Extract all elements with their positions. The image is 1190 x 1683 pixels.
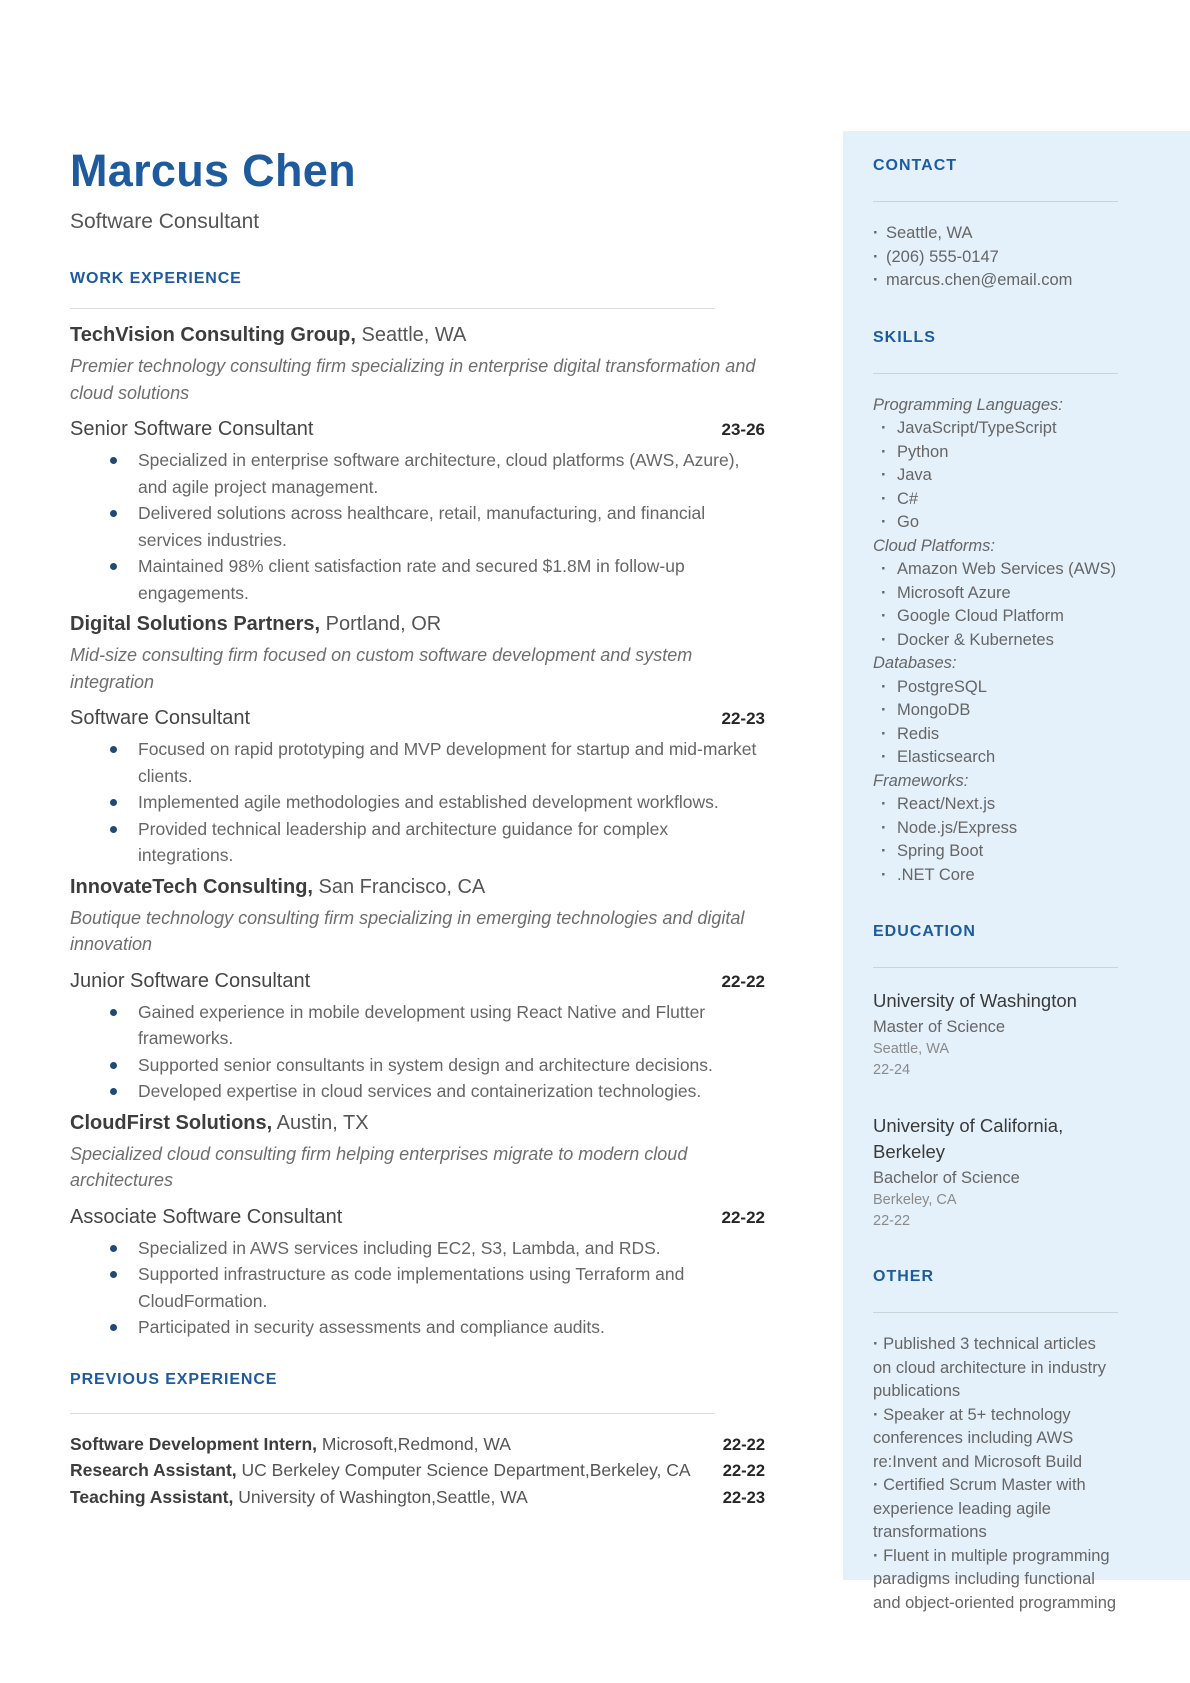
bullet-item: Specialized in AWS services including EC2, S3, Lambda, and RDS.	[70, 1235, 765, 1262]
section-divider	[70, 308, 715, 309]
sidebar-divider	[873, 373, 1118, 374]
previous-role-org	[70, 1432, 511, 1458]
role-bullets	[70, 447, 765, 606]
bullet-item: Delivered solutions across healthcare, retail, manufacturing, and financial services industries.	[70, 500, 765, 553]
role-title: Software Consultant	[70, 707, 251, 729]
role-bullets	[70, 999, 765, 1105]
role-dates: 22-22	[721, 971, 765, 991]
previous-experience-row	[70, 1458, 765, 1485]
skill-item: · Go	[873, 511, 1118, 535]
education-location: Seattle, WA	[873, 1041, 950, 1057]
company-name: Digital Solutions Partners,	[70, 613, 321, 635]
person-title: Software Consultant	[70, 210, 260, 233]
education-degree: Master of Science	[873, 1018, 1006, 1036]
company-description: Mid-size consulting firm focused on custom software development and system integration	[70, 645, 693, 692]
company-description: Specialized cloud consulting firm helping enterprises migrate to modern cloud architectures	[70, 1143, 688, 1190]
role-title: Associate Software Consultant	[70, 1205, 343, 1228]
bullet-item: Gained experience in mobile development using React Native and Flutter frameworks.	[70, 999, 765, 1052]
work-experience-heading: WORK EXPERIENCE	[70, 270, 242, 287]
other-item: · Published 3 technical articles on cloud architecture in industry publications	[873, 1333, 1118, 1404]
role-row	[70, 1206, 765, 1229]
education-entry	[873, 1113, 1118, 1232]
role-dates: 22-23	[721, 709, 765, 728]
role-title: Senior Software Consultant	[70, 418, 314, 440]
previous-experience-row	[70, 1432, 765, 1459]
bullet-item: Focused on rapid prototyping and MVP development for startup and mid-market clients.	[70, 736, 765, 789]
education-location: Berkeley, CA	[873, 1192, 957, 1208]
role-row	[70, 970, 765, 993]
previous-org: Microsoft,Redmond, WA	[321, 1433, 511, 1454]
work-entry-digital-solutions	[70, 612, 765, 869]
skill-item: · JavaScript/TypeScript	[873, 417, 1118, 441]
company-location: Portland, OR	[325, 613, 442, 635]
other-section	[873, 1268, 1118, 1615]
company-line	[70, 323, 765, 348]
education-entry	[873, 988, 1118, 1081]
skill-item: · MongoDB	[873, 699, 1118, 723]
other-item: · Certified Scrum Master with experience leading agile transformations	[873, 1474, 1118, 1545]
skill-group-label: Frameworks:	[873, 771, 969, 790]
bullet-item: Maintained 98% client satisfaction rate and secured $1.8M in follow-up engagements.	[70, 553, 765, 606]
company-name: InnovateTech Consulting,	[70, 875, 313, 898]
contact-heading: CONTACT	[873, 157, 958, 174]
previous-org: University of Washington,Seattle, WA	[238, 1486, 528, 1507]
education-school: University of Washington	[873, 990, 1077, 1011]
previous-role-org	[70, 1458, 691, 1484]
other-item: · Fluent in multiple programming paradigms including functional and object-oriented programming	[873, 1545, 1118, 1616]
sidebar	[843, 131, 1190, 1612]
skills-heading: SKILLS	[873, 328, 936, 346]
other-item: · Speaker at 5+ technology conferences including AWS re:Invent and Microsoft Build	[873, 1404, 1118, 1475]
company-description: Premier technology consulting firm specializing in enterprise digital transformation and cloud solutions	[70, 356, 756, 403]
previous-role-org	[70, 1485, 528, 1511]
other-heading: OTHER	[873, 1268, 934, 1285]
skill-group-label: Databases:	[873, 654, 957, 672]
company-name: TechVision Consulting Group,	[70, 324, 356, 346]
previous-role: Teaching Assistant,	[70, 1486, 234, 1507]
education-section	[873, 923, 1118, 1232]
bullet-item: Specialized in enterprise software architecture, cloud platforms (AWS, Azure), and agile project management.	[70, 447, 765, 500]
previous-experience-row	[70, 1485, 765, 1512]
skill-item: · React/Next.js	[873, 793, 1118, 817]
skill-group-label: Programming Languages:	[873, 395, 1063, 414]
skills-section	[873, 329, 1118, 888]
contact-section	[873, 157, 1118, 293]
work-entry-techvision	[70, 323, 765, 606]
role-dates: 23-26	[721, 420, 765, 439]
work-entry-cloudfirst	[70, 1111, 765, 1341]
skill-item: · Amazon Web Services (AWS)	[873, 558, 1118, 582]
previous-dates: 22-22	[722, 1462, 765, 1480]
skill-item: · Docker & Kubernetes	[873, 629, 1118, 653]
previous-dates: 22-23	[722, 1488, 765, 1507]
bullet-item: Provided technical leadership and architecture guidance for complex integrations.	[70, 816, 765, 869]
bullet-item: Implemented agile methodologies and established development workflows.	[70, 789, 765, 816]
skill-item: · Spring Boot	[873, 840, 1118, 864]
skill-item: · Node.js/Express	[873, 817, 1118, 841]
company-location: San Francisco, CA	[318, 875, 486, 898]
main-column	[70, 146, 765, 1511]
education-degree: Bachelor of Science	[873, 1169, 1020, 1187]
previous-experience-heading: PREVIOUS EXPERIENCE	[70, 1370, 278, 1388]
role-title: Junior Software Consultant	[70, 969, 311, 992]
previous-experience-list	[70, 1432, 765, 1512]
bullet-item: Participated in security assessments and compliance audits.	[70, 1314, 765, 1341]
education-dates: 22-22	[873, 1213, 911, 1229]
skill-group-label: Cloud Platforms:	[873, 536, 995, 555]
company-description: Boutique technology consulting firm specializing in emerging technologies and digital innovation	[70, 907, 745, 954]
skill-item: · Google Cloud Platform	[873, 605, 1118, 629]
company-name: CloudFirst Solutions,	[70, 1111, 273, 1134]
skill-item: · PostgreSQL	[873, 676, 1118, 700]
skill-item: · Python	[873, 441, 1118, 465]
sidebar-content	[873, 157, 1118, 1615]
role-bullets	[70, 1235, 765, 1341]
work-entry-innovatetech	[70, 875, 765, 1105]
company-location: Austin, TX	[276, 1111, 369, 1134]
contact-email: · marcus.chen@email.com	[873, 269, 1118, 293]
previous-role: Software Development Intern,	[70, 1433, 317, 1454]
previous-dates: 22-22	[722, 1435, 765, 1454]
role-bullets	[70, 736, 765, 869]
bullet-item: Supported senior consultants in system design and architecture decisions.	[70, 1052, 765, 1079]
education-heading: EDUCATION	[873, 923, 976, 940]
section-divider	[70, 1413, 715, 1414]
skill-item: · Elasticsearch	[873, 746, 1118, 770]
bullet-item: Developed expertise in cloud services and containerization technologies.	[70, 1078, 765, 1105]
company-location: Seattle, WA	[361, 324, 467, 346]
skill-item: · Java	[873, 464, 1118, 488]
sidebar-divider	[873, 201, 1118, 202]
skill-item: · C#	[873, 488, 1118, 512]
sidebar-divider	[873, 1312, 1118, 1313]
bullet-item: Supported infrastructure as code implementations using Terraform and CloudFormation.	[70, 1261, 765, 1314]
contact-phone: · (206) 555-0147	[873, 246, 1118, 270]
company-line	[70, 612, 765, 637]
education-school: University of California, Berkeley	[873, 1115, 1064, 1162]
company-line	[70, 875, 765, 900]
previous-role: Research Assistant,	[70, 1460, 237, 1480]
sidebar-divider	[873, 967, 1118, 968]
person-name: Marcus Chen	[70, 145, 356, 196]
role-row	[70, 418, 765, 441]
previous-org: UC Berkeley Computer Science Department,Berkeley, CA	[241, 1460, 691, 1480]
contact-location: · Seattle, WA	[873, 222, 1118, 246]
role-dates: 22-22	[721, 1207, 765, 1227]
skill-item: · Microsoft Azure	[873, 582, 1118, 606]
skill-item: · .NET Core	[873, 864, 1118, 888]
role-row	[70, 707, 765, 730]
education-dates: 22-24	[873, 1062, 911, 1078]
skill-item: · Redis	[873, 723, 1118, 747]
company-line	[70, 1111, 765, 1136]
